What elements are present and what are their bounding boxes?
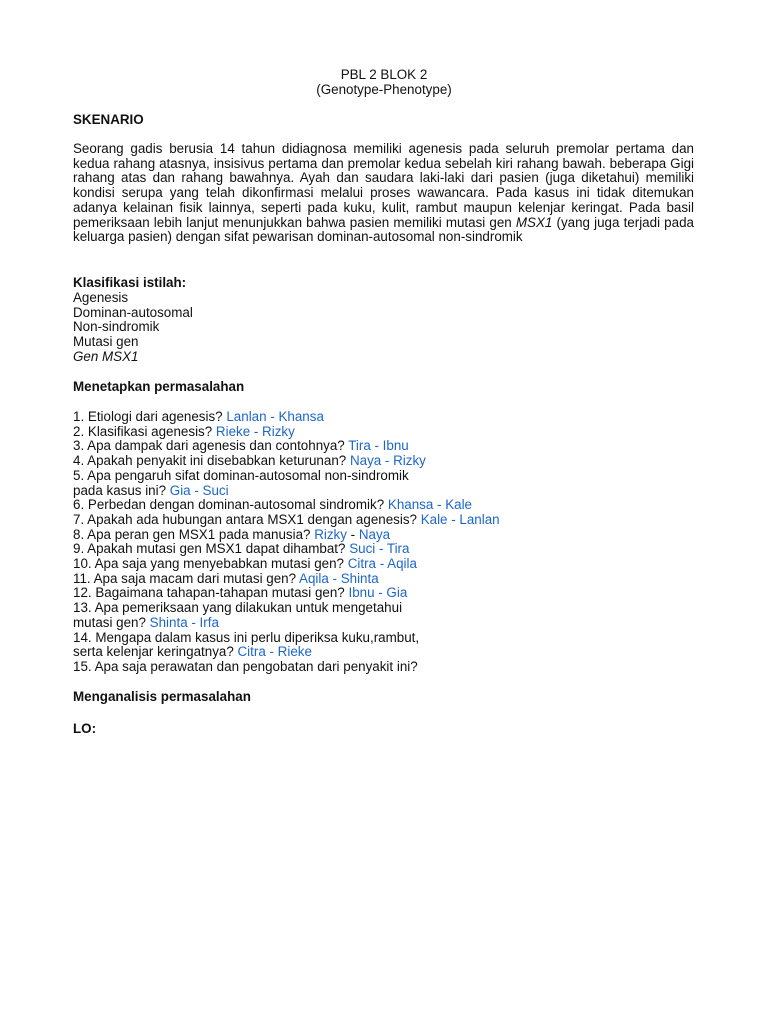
term-item: Mutasi gen — [73, 334, 139, 350]
list-item: 13. Apa pemeriksaan yang dilakukan untuk mengetahui — [73, 600, 403, 616]
term-item: Gen MSX1 — [73, 348, 139, 364]
assignee-label: Suci - Tira — [349, 541, 410, 557]
list-item: 8. Apa peran gen MSX1 pada manusia? Rizky - Naya — [73, 526, 391, 542]
assignee-label: Tira - Ibnu — [348, 438, 409, 454]
term-item: Dominan-autosomal — [73, 304, 193, 320]
assignee-label: Lanlan - Khansa — [226, 409, 324, 424]
list-item: serta kelenjar keringatnya? Citra - Rieke — [73, 644, 312, 660]
list-item: 3. Apa dampak dari agenesis dan contohnya? Tira - Ibnu — [73, 438, 409, 454]
skenario-text-part2: (yang juga terjadi pada keluarga pasien) dengan sifat pewarisan dominan-autosomal non-sindromik — [73, 214, 694, 245]
assignee-label: Naya — [358, 526, 391, 542]
skenario-paragraph — [73, 142, 694, 245]
lo-heading: LO: — [73, 721, 97, 736]
assignee-label: Citra - Aqila — [347, 556, 417, 572]
assignee-label: Gia - Suci — [169, 482, 229, 498]
klasifikasi-heading: Klasifikasi istilah: — [73, 275, 187, 290]
skenario-heading: SKENARIO — [73, 112, 144, 127]
list-item: 11. Apa saja macam dari mutasi gen? Aqila - Shinta — [73, 570, 379, 586]
permasalahan-list — [73, 410, 694, 675]
assignee-label: Kale - Lanlan — [420, 511, 500, 527]
list-item: mutasi gen? Shinta - Irfa — [73, 614, 219, 630]
term-item: Non-sindromik — [73, 319, 160, 335]
document-subtitle: (Genotype-Phenotype) — [316, 82, 452, 97]
skenario-gene-name: MSX1 — [515, 214, 553, 230]
term-item: Agenesis — [73, 290, 129, 305]
list-item: 15. Apa saja perawatan dan pengobatan dari penyakit ini? — [73, 658, 418, 674]
assignee-label: Rieke - Rizky — [215, 423, 295, 439]
klasifikasi-list — [73, 291, 694, 365]
list-item: 12. Bagaimana tahapan-tahapan mutasi gen? Ibnu - Gia — [73, 585, 408, 601]
list-item: 1. Etiologi dari agenesis? Lanlan - Khansa — [73, 409, 324, 424]
list-item: 4. Apakah penyakit ini disebabkan keturunan? Naya - Rizky — [73, 453, 426, 469]
assignee-label: Shinta - Irfa — [149, 614, 219, 630]
assignee-label: Naya - Rizky — [349, 453, 426, 469]
assignee-label: Citra - Rieke — [237, 644, 312, 660]
skenario-text-part1: Seorang gadis berusia 14 tahun didiagnosa memiliki agenesis pada seluruh premolar pertama dan kedua rahang atasnya, insisivus pertama dan premolar kedua sebelah kiri rahang bawah. beberapa Gigi rahang atas dan rahang bawahnya. Ayah dan saudara laki-laki dari pasien (juga diketahui) memiliki kondisi serupa yang telah dikonfirmasi melalui proses wawancara. Pada kasus ini tidak ditemukan adanya kelainan fisik lainnya, seperti pada kuku, kulit, rambut maupun kelenjar keringat. Pada basil pemeriksaan lebih lanjut menunjukkan bahwa pasien memiliki mutasi gen — [73, 141, 694, 230]
assignee-label: Aqila - Shinta — [299, 570, 379, 586]
list-item: 9. Apakah mutasi gen MSX1 dapat dihambat? Suci - Tira — [73, 541, 410, 557]
document-title: PBL 2 BLOK 2 — [340, 67, 428, 82]
list-item: 14. Mengapa dalam kasus ini perlu diperiksa kuku,rambut, — [73, 629, 420, 645]
permasalahan-heading: Menetapkan permasalahan — [73, 379, 245, 394]
assignee-label: Ibnu - Gia — [348, 585, 408, 601]
list-item: 10. Apa saja yang menyebabkan mutasi gen? Citra - Aqila — [73, 556, 417, 572]
list-item: 6. Perbedan dengan dominan-autosomal sindromik? Khansa - Kale — [73, 497, 473, 513]
list-item: 2. Klasifikasi agenesis? Rieke - Rizky — [73, 423, 295, 439]
list-item: 5. Apa pengaruh sifat dominan-autosomal non-sindromik — [73, 467, 409, 483]
assignee-label: Khansa - Kale — [387, 497, 473, 513]
assignee-label: Rizky — [314, 526, 347, 542]
list-item: pada kasus ini? Gia - Suci — [73, 482, 229, 498]
list-item: 7. Apakah ada hubungan antara MSX1 dengan agenesis? Kale - Lanlan — [73, 511, 500, 527]
analisis-heading: Menganalisis permasalahan — [73, 689, 251, 704]
